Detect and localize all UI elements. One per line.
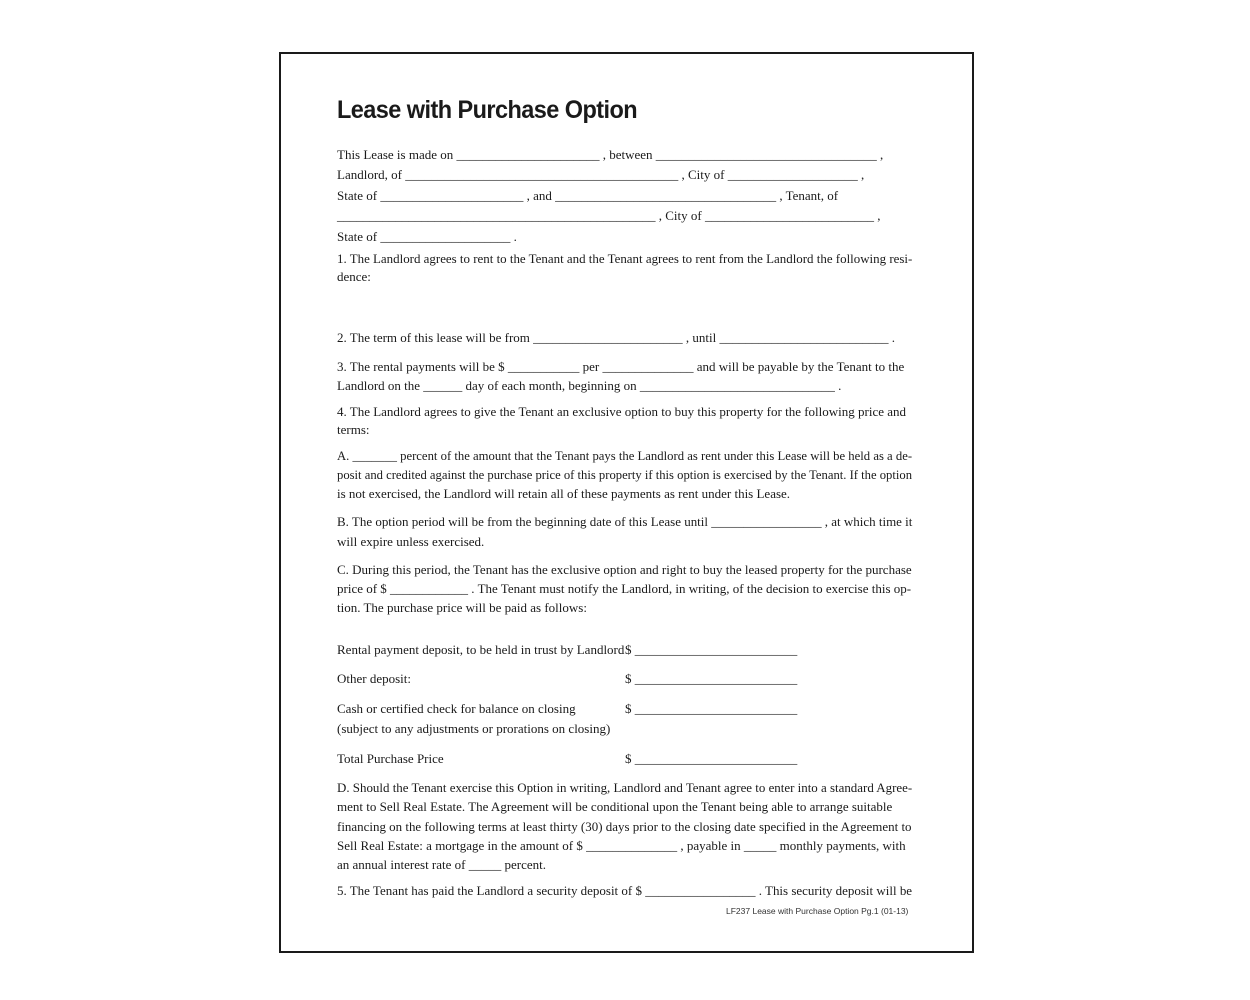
payment-label-rental-deposit: Rental payment deposit, to be held in trust by Landlord <box>337 642 625 657</box>
clause-4a-line-3: is not exercised, the Landlord will retain all of these payments as rent under this Lease. <box>337 486 791 501</box>
clause-4d-line-2: ment to Sell Real Estate. The Agreement will be conditional upon the Tenant being able to arrange suitable <box>337 799 893 814</box>
clause-4-line-2: terms: <box>337 422 370 437</box>
clause-1-line-1: 1. The Landlord agrees to rent to the Tenant and the Tenant agrees to rent from the Landlord the following resi- <box>337 251 913 266</box>
intro-line-4: _________________________________________________ , City of __________________________ , <box>337 208 881 223</box>
payment-label-total-price: Total Purchase Price <box>337 751 444 766</box>
payment-field-cash-balance: $ _________________________ <box>625 701 798 716</box>
clause-4d-line-4: Sell Real Estate: a mortgage in the amount of $ ______________ , payable in _____ monthly payments, with <box>337 838 906 853</box>
document-title: Lease with Purchase Option <box>337 96 638 124</box>
clause-4b-line-2: will expire unless exercised. <box>337 534 485 549</box>
intro-line-2: Landlord, of __________________________________________ , City of ____________________ , <box>337 167 865 182</box>
payment-label-other-deposit: Other deposit: <box>337 671 412 686</box>
payment-label-cash-balance: Cash or certified check for balance on closing <box>337 701 576 716</box>
clause-4d-line-1: D. Should the Tenant exercise this Option in writing, Landlord and Tenant agree to enter into a standard Agree- <box>337 780 913 795</box>
clause-4c-line-1: C. During this period, the Tenant has the exclusive option and right to buy the leased property for the purchase <box>337 562 912 577</box>
clause-1-line-2: dence: <box>337 269 371 284</box>
clause-4a-line-2: posit and credited against the purchase price of this property if this option is exercised by the Tenant. If the option <box>337 467 913 482</box>
clause-4c-line-3: tion. The purchase price will be paid as follows: <box>337 600 587 615</box>
intro-line-5: State of ____________________ . <box>337 229 517 244</box>
page-footer: LF237 Lease with Purchase Option Pg.1 (01-13) <box>726 906 909 916</box>
payment-field-rental-deposit: $ _________________________ <box>625 642 798 657</box>
clause-4d-line-5: an annual interest rate of _____ percent. <box>337 857 546 872</box>
payment-field-other-deposit: $ _________________________ <box>625 671 798 686</box>
clause-4b-line-1: B. The option period will be from the beginning date of this Lease until _________________ , at which time it <box>337 514 913 529</box>
intro-line-1: This Lease is made on ______________________ , between __________________________________ , <box>337 147 884 162</box>
clause-3-line-2: Landlord on the ______ day of each month, beginning on ______________________________ . <box>337 378 842 393</box>
intro-line-3: State of ______________________ , and __________________________________ , Tenant, of <box>337 188 839 203</box>
clause-4d-line-3: financing on the following terms at least thirty (30) days prior to the closing date specified in the Agreement to <box>337 819 912 834</box>
payment-label-cash-balance-note: (subject to any adjustments or prorations on closing) <box>337 721 611 736</box>
clause-4-line-1: 4. The Landlord agrees to give the Tenant an exclusive option to buy this property for the following price and <box>337 404 907 419</box>
clause-4c-line-2: price of $ ____________ . The Tenant must notify the Landlord, in writing, of the decision to exercise this op- <box>337 581 912 596</box>
clause-5-line-1: 5. The Tenant has paid the Landlord a security deposit of $ _________________ . This security deposit will be <box>337 883 913 898</box>
clause-4a-line-1: A. _______ percent of the amount that the Tenant pays the Landlord as rent under this Lease will be held as a de- <box>337 448 913 463</box>
clause-2-line: 2. The term of this lease will be from _______________________ , until __________________________ . <box>337 330 895 345</box>
clause-3-line-1: 3. The rental payments will be $ ___________ per ______________ and will be payable by the Tenant to the <box>337 359 905 374</box>
payment-field-total-price: $ _________________________ <box>625 751 798 766</box>
